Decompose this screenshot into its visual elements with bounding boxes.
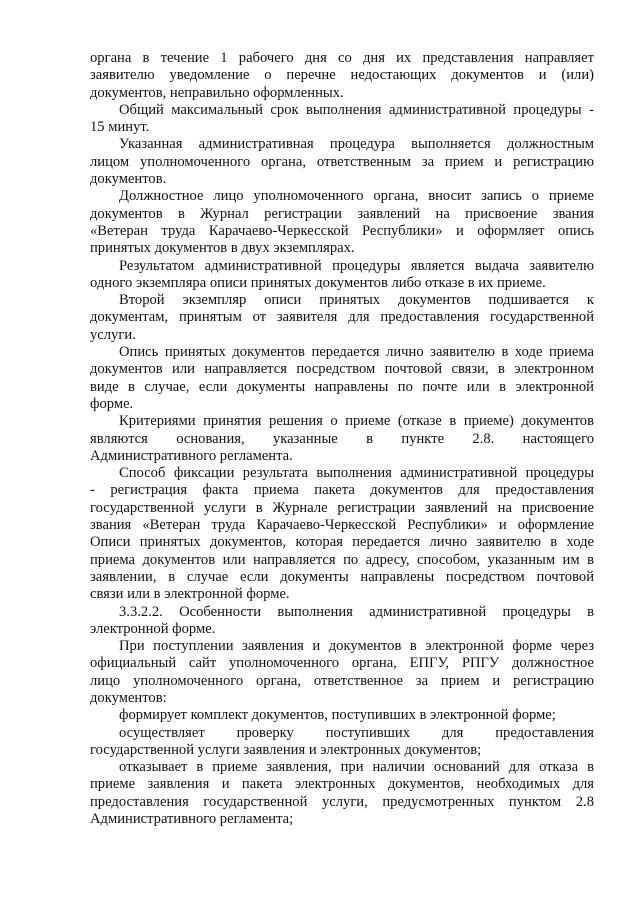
text-line: принятых документов в двух экземплярах.	[90, 240, 355, 257]
text-line: заявителю уведомление о перечне недостающих документов и (или)	[90, 67, 594, 84]
paragraph	[90, 188, 594, 257]
text-line: документов или направляется посредством почтовой связи, в электронном	[90, 361, 594, 378]
text-line: Второй экземпляр описи принятых документов подшивается к	[119, 292, 594, 309]
text-line: официальный сайт уполномоченного органа, ЕПГУ, РПГУ должностное	[90, 655, 594, 672]
text-line: 3.3.2.2. Особенности выполнения административной процедуры в	[119, 603, 594, 620]
text-line: приеме заявления и пакета электронных документов, необходимых для	[90, 776, 594, 793]
text-line: Указанная административная процедура выполняется должностным	[119, 136, 594, 153]
text-line: Общий максимальный срок выполнения административной процедуры -	[119, 101, 594, 118]
paragraph	[90, 102, 594, 137]
text-line: приема документов или направляется по адресу, способом, указанным им в	[90, 551, 594, 568]
paragraph	[90, 344, 594, 413]
document-body	[90, 50, 594, 828]
text-line: 15 минут.	[90, 119, 150, 136]
paragraph	[90, 292, 594, 344]
paragraph	[90, 136, 594, 188]
text-line: «Ветеран труда Карачаево-Черкесской Республики» и оформляет опись	[90, 222, 594, 239]
text-line: заявлении, в случае если документы направлены посредством почтовой	[90, 568, 594, 585]
text-line: государственной услуги в Журнале регистрации заявлений на присвоение	[90, 499, 594, 516]
text-line: Критериями принятия решения о приеме (отказе в приеме) документов	[119, 413, 594, 430]
text-line: являются основания, указанные в пункте 2.8. настоящего	[90, 430, 594, 447]
text-line: звания «Ветеран труда Карачаево-Черкесской Республики» и оформление	[90, 517, 594, 534]
text-line: предоставления государственной услуги, предусмотренных пунктом 2.8	[90, 793, 594, 810]
text-line: Должностное лицо уполномоченного органа, вносит запись о приеме	[119, 188, 594, 205]
text-line: одного экземпляра описи принятых документов либо отказе в их приеме.	[90, 274, 546, 291]
text-line: формирует комплект документов, поступивших в электронной форме;	[119, 707, 556, 724]
text-line: Опись принятых документов передается лично заявителю в ходе приема	[119, 344, 594, 361]
text-line: документов:	[90, 689, 167, 706]
paragraph	[90, 725, 594, 760]
text-line: документов в Журнал регистрации заявлений на присвоение звания	[90, 205, 594, 222]
text-line: государственной услуги заявления и электронных документов;	[90, 741, 482, 758]
paragraph	[90, 413, 594, 465]
text-line: Административного регламента;	[90, 811, 294, 828]
text-line: документов, неправильно оформленных.	[90, 84, 344, 101]
paragraph	[90, 50, 594, 102]
text-line: электронной форме.	[90, 620, 216, 637]
text-line: лицом уполномоченного органа, ответственным за прием и регистрацию	[90, 153, 594, 170]
text-line: - регистрация факта приема пакета документов для предоставления	[90, 482, 594, 499]
paragraph	[90, 707, 594, 724]
paragraph	[90, 759, 594, 828]
text-line: Описи принятых документов, которая передается лично заявителю в ходе	[90, 534, 594, 551]
text-line: Способ фиксации результата выполнения административной процедуры	[119, 465, 594, 482]
text-line: документам, принятым от заявителя для предоставления государственной	[90, 309, 594, 326]
text-line: услуги.	[90, 326, 136, 343]
text-line: форме.	[90, 395, 134, 412]
text-line: органа в течение 1 рабочего дня со дня их представления направляет	[90, 50, 594, 66]
text-line: При поступлении заявления и документов в электронной форме через	[119, 638, 594, 655]
text-line: документов.	[90, 171, 167, 188]
paragraph	[90, 258, 594, 293]
paragraph	[90, 604, 594, 639]
text-line: связи или в электронной форме.	[90, 586, 290, 603]
text-line: виде в случае, если документы направлены по почте или в электронной	[90, 378, 594, 395]
text-line: Административного регламента.	[90, 447, 293, 464]
text-line: осуществляет проверку поступивших для предоставления	[119, 724, 594, 741]
paragraph	[90, 638, 594, 707]
text-line: отказывает в приеме заявления, при наличии оснований для отказа в	[119, 759, 594, 776]
text-line: лицо уполномоченного органа, ответственное за прием и регистрацию	[90, 672, 594, 689]
text-line: Результатом административной процедуры является выдача заявителю	[119, 257, 594, 274]
paragraph	[90, 465, 594, 603]
